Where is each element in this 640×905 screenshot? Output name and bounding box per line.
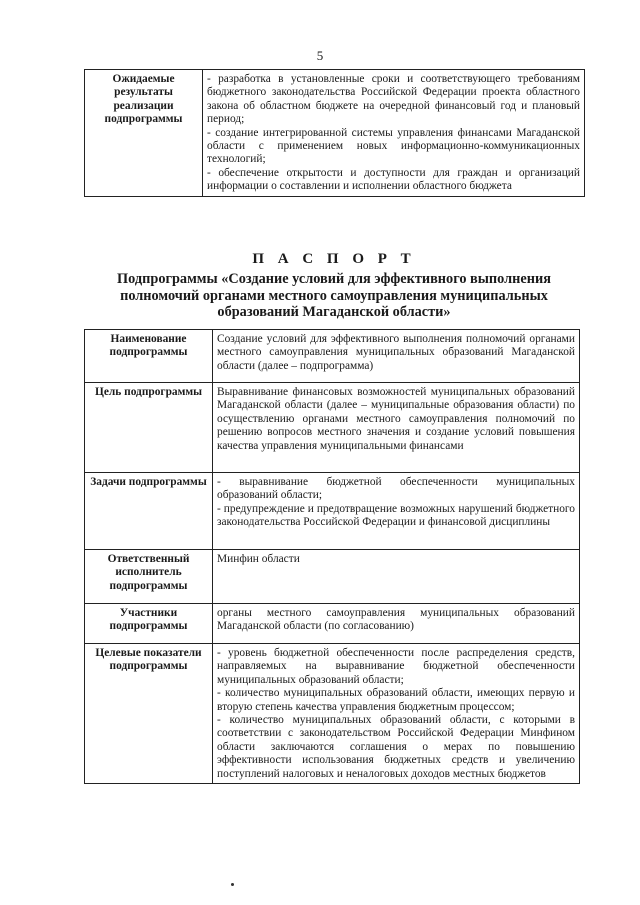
row-label: Цель подпрограммы	[85, 383, 213, 473]
list-item: Минфин области	[217, 553, 300, 565]
list-item: - выравнивание бюджетной обеспеченности муниципальных образований области;	[217, 476, 575, 502]
row-content	[213, 383, 580, 473]
list-item: Выравнивание финансовых возможностей муниципальных образований Магаданской области (далее – муниципальные образования области) по осуществлению органами местного самоуправления полномочий по решению вопросов местного значения и создание условий повышения качества управления муниципальными финансами	[217, 386, 575, 452]
passport-subtitle: Подпрограммы «Создание условий для эффективного выполнения полномочий органами местного самоуправления муниципальных образований Магаданской области»	[117, 271, 551, 320]
table-row	[85, 644, 580, 784]
list-item: - разработка в установленные сроки и соответствующего требованиям бюджетного законодательства Российской Федерации проекта областного закона об областном бюджете на очередной финансовый год и плановый период;	[207, 73, 580, 126]
expected-results-table	[84, 69, 585, 197]
row-content	[203, 70, 585, 197]
row-label: Задачи подпрограммы	[85, 473, 213, 550]
list-item: - количество муниципальных образований области, имеющих первую и вторую степень качества управления бюджетным процессом;	[217, 687, 575, 713]
row-content	[213, 644, 580, 784]
list-item: Создание условий для эффективного выполнения полномочий органами местного самоуправления муниципальных образований Магаданской области (далее – подпрограмма)	[217, 333, 575, 372]
row-content	[213, 550, 580, 604]
row-label: Целевые показатели подпрограммы	[85, 644, 213, 784]
row-label: Участники подпрограммы	[85, 604, 213, 644]
row-content	[213, 604, 580, 644]
row-label: Ответственный исполнитель подпрограммы	[85, 550, 213, 604]
table-row	[85, 70, 585, 197]
table-row	[85, 330, 580, 383]
row-label: Ожидаемые результаты реализации подпрограммы	[85, 70, 203, 197]
scan-dot	[231, 883, 234, 886]
table-row	[85, 473, 580, 550]
table-row	[85, 550, 580, 604]
list-item: - предупреждение и предотвращение возможных нарушений бюджетного законодательства Российской Федерации и финансовой дисциплины	[217, 502, 575, 529]
list-item: - обеспечение открытости и доступности для граждан и организаций информации о составлении и исполнении областного бюджета	[207, 166, 580, 193]
list-item: - количество муниципальных образований области, с которыми в соответствии с законодательством Российской Федерации Минфином области заключаются соглашения о мерах по повышению эффективности использования бюджетных средств и увеличению поступлений налоговых и неналоговых доходов местных бюджетов	[217, 714, 575, 780]
passport-table	[84, 329, 580, 784]
table-row	[85, 604, 580, 644]
list-item: органы местного самоуправления муниципальных образований Магаданской области (по согласованию)	[217, 607, 575, 633]
passport-title: П А С П О Р Т	[252, 251, 416, 267]
row-content	[213, 473, 580, 550]
page-number: 5	[316, 48, 324, 63]
list-item: - уровень бюджетной обеспеченности после распределения средств, направляемых на выравнивание бюджетной обеспеченности муниципальных образований области;	[217, 647, 575, 686]
row-content	[213, 330, 580, 383]
table-row	[85, 383, 580, 473]
list-item: - создание интегрированной системы управления финансами Магаданской области с применением новых информационно-коммуникационных технологий;	[207, 126, 580, 166]
row-label: Наименование подпрограммы	[85, 330, 213, 383]
